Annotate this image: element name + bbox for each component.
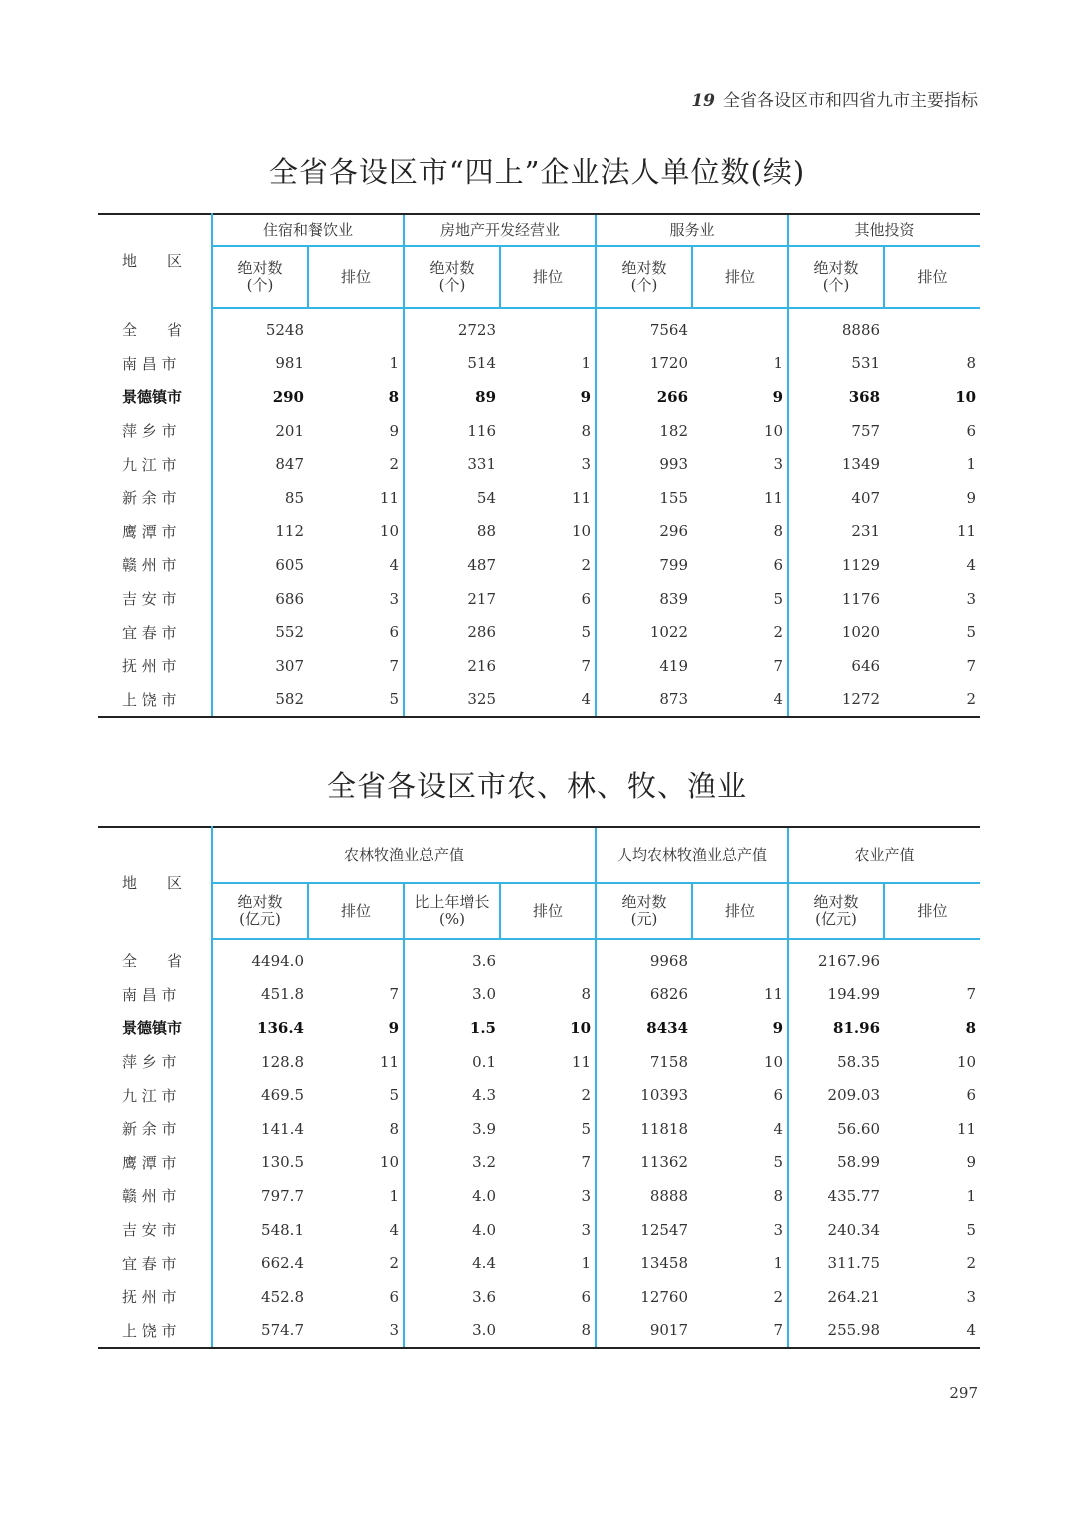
table1-rank-cell: 5 [966, 623, 977, 642]
table1-rank-cell: 6 [581, 589, 592, 608]
table2-row [98, 1011, 980, 1045]
table1-value-cell: 201 [275, 421, 304, 440]
table1-rank-cell: 8 [388, 387, 400, 406]
table2-value-cell: 311.75 [788, 1246, 884, 1280]
table1-region-cell: 抚 州 市 [98, 649, 212, 683]
table2-sub-header: 比上年增长 (%) [404, 883, 500, 939]
table2-value-cell: 58.35 [788, 1045, 884, 1079]
table1-value-cell: 407 [788, 481, 884, 515]
table2-rank-cell: 11 [763, 985, 784, 1004]
table2-rank-cell: 3 [308, 1314, 404, 1349]
table2-value-cell: 9017 [596, 1314, 692, 1349]
table2-value-cell: 13458 [596, 1246, 692, 1280]
table2-value-cell: 548.1 [261, 1220, 304, 1239]
table2-rank-cell: 2 [773, 1287, 784, 1306]
table1-sub-abs: 绝对数 (个) [788, 246, 884, 308]
table2-region-cell: 景德镇市 [98, 1011, 212, 1045]
table2-rank-cell: 2 [581, 1086, 592, 1105]
table1-row [98, 582, 980, 616]
table2-rank-cell: 4 [884, 1314, 980, 1349]
table1-rank-cell: 9 [580, 387, 592, 406]
table1-rank-cell: 11 [956, 522, 977, 541]
table2-value-cell: 3.0 [404, 1314, 500, 1349]
table2-group-header: 农业产值 [788, 827, 980, 883]
table2-sub-header: 绝对数 (亿元) [788, 883, 884, 939]
table2-value-cell: 12760 [596, 1280, 692, 1314]
table1-rank-cell: 6 [773, 555, 784, 574]
table2-value-cell: 58.99 [788, 1146, 884, 1180]
page-number: 297 [949, 1384, 978, 1402]
table1-rank-cell: 10 [955, 387, 977, 406]
table1-rank-cell: 2 [884, 683, 980, 718]
table1-region-cell: 景德镇市 [98, 380, 212, 414]
table2-value-cell: 12547 [596, 1213, 692, 1247]
table2-rank-cell: 7 [581, 1153, 592, 1172]
table1-rank-cell: 9 [966, 488, 977, 507]
table1-value-cell: 7564 [596, 308, 692, 347]
table1-row [98, 548, 980, 582]
table1-rank-cell: 11 [571, 488, 592, 507]
table1-value-cell: 981 [275, 354, 304, 373]
running-header [691, 86, 978, 111]
table1-title: 全省各设区市“四上”企业法人单位数(续) [268, 155, 806, 189]
table2-row [98, 939, 980, 978]
table1-rank-cell: 3 [966, 589, 977, 608]
table1-row [98, 649, 980, 683]
table2-rank-cell: 2 [389, 1254, 399, 1273]
table2-value-cell: 8434 [596, 1011, 692, 1045]
table2-value-cell: 128.8 [261, 1052, 304, 1071]
table1-rank-cell: 2 [773, 623, 784, 642]
table2-value-cell: 11818 [596, 1112, 692, 1146]
table1-value-cell: 1129 [788, 548, 884, 582]
table2-rank-cell: 6 [966, 1086, 977, 1105]
table1-sub-abs: 绝对数 (个) [404, 246, 500, 308]
table1-value-cell: 325 [404, 683, 500, 718]
table2-row [98, 1179, 980, 1213]
table2-sub-header: 排位 [692, 883, 788, 939]
table2-region-cell: 宜 春 市 [98, 1246, 212, 1280]
table2-region-cell: 全 省 [98, 939, 212, 978]
table1-sub-rank: 排位 [884, 246, 980, 308]
table2-value-cell: 141.4 [261, 1119, 304, 1138]
table1-row [98, 481, 980, 515]
table2-rank-cell: 8 [581, 985, 592, 1004]
table2-value-cell: 56.60 [788, 1112, 884, 1146]
table2-value-cell: 209.03 [788, 1078, 884, 1112]
table2-value-cell: 4.0 [404, 1213, 500, 1247]
table2-value-cell: 452.8 [261, 1287, 304, 1306]
table1-value-cell: 290 [272, 387, 304, 406]
table1-region-cell: 宜 春 市 [98, 615, 212, 649]
table2-value-cell: 435.77 [788, 1179, 884, 1213]
table1-value-cell: 847 [275, 455, 304, 474]
table1-region-cell: 萍 乡 市 [98, 414, 212, 448]
table1-rank-cell: 8 [966, 354, 977, 373]
table1-rank-cell: 7 [389, 656, 400, 675]
table2-rank-cell: 6 [389, 1287, 399, 1306]
table1-rank-cell: 5 [308, 683, 404, 718]
table2-value-cell: 136.4 [257, 1018, 304, 1037]
table2-row [98, 1112, 980, 1146]
table1-value-cell: 85 [284, 488, 304, 507]
table1-row [98, 447, 980, 481]
table2-group-header: 人均农林牧渔业总产值 [596, 827, 788, 883]
table1-value-cell: 217 [404, 582, 500, 616]
table1-value-cell: 89 [404, 380, 500, 414]
table2-rank-cell: 10 [570, 1018, 592, 1037]
table2-row [98, 1078, 980, 1112]
table1-rank-cell: 9 [389, 421, 400, 440]
table1-rank-cell: 3 [389, 589, 400, 608]
table2-rank-cell [884, 939, 980, 978]
table2-region-cell: 鹰 潭 市 [98, 1146, 212, 1180]
table2-value-cell: 255.98 [788, 1314, 884, 1349]
table1-region-cell: 全 省 [98, 308, 212, 347]
table1-rank-cell: 1 [389, 354, 400, 373]
table1-rank-cell: 10 [571, 522, 592, 541]
table2-rank-cell: 10 [763, 1052, 784, 1071]
table2-value-cell: 8888 [596, 1179, 692, 1213]
table1-value-cell: 2723 [404, 308, 500, 347]
table1-rank-cell: 3 [581, 455, 592, 474]
table1-value-cell: 54 [404, 481, 500, 515]
table1-row [98, 380, 980, 414]
table2-value-cell: 11362 [596, 1146, 692, 1180]
table1-region-cell: 吉 安 市 [98, 582, 212, 616]
table1-rank-cell: 10 [379, 522, 400, 541]
table2-rank-cell [692, 939, 788, 978]
table1-sub-rank: 排位 [692, 246, 788, 308]
table2-rank-cell: 10 [956, 1052, 977, 1071]
table2-value-cell: 4.4 [404, 1246, 500, 1280]
table1-region-cell: 南 昌 市 [98, 347, 212, 381]
table2-value-cell: 2167.96 [788, 939, 884, 978]
table2-row [98, 1146, 980, 1180]
table1-rank-cell: 2 [389, 455, 400, 474]
table1-value-cell: 993 [596, 447, 692, 481]
table2-rank-cell: 7 [692, 1314, 788, 1349]
table1-rank-cell: 11 [763, 488, 784, 507]
table2-rank-cell: 8 [500, 1314, 596, 1349]
table1-value-cell: 487 [404, 548, 500, 582]
table1-rank-cell: 9 [772, 387, 784, 406]
table1-sub-abs: 绝对数 (个) [212, 246, 308, 308]
table2-region-header: 地 区 [98, 827, 212, 939]
table1-group-header: 住宿和餐饮业 [212, 214, 404, 246]
table2-rank-cell: 5 [966, 1220, 977, 1239]
table2-value-cell: 3.6 [404, 1280, 500, 1314]
table1-rank-cell: 5 [773, 589, 784, 608]
table2-value-cell: 3.6 [404, 939, 500, 978]
table1-rank-cell [308, 308, 404, 347]
table2-rank-cell: 3 [581, 1186, 592, 1205]
table2-rank-cell: 3 [966, 1287, 977, 1306]
table1-region-cell: 上 饶 市 [98, 683, 212, 718]
table2-container [98, 826, 978, 1349]
table2-rank-cell: 1 [581, 1254, 592, 1273]
table2-row [98, 1314, 980, 1349]
table2-rank-cell: 3 [773, 1220, 784, 1239]
table1-rank-cell: 1 [966, 455, 977, 474]
table2-value-cell: 662.4 [261, 1254, 304, 1273]
table2-value-cell: 9968 [596, 939, 692, 978]
table1-value-cell: 873 [596, 683, 692, 718]
table1-rank-cell [884, 308, 980, 347]
table1-region-cell: 九 江 市 [98, 447, 212, 481]
table2-value-cell: 3.2 [404, 1146, 500, 1180]
table1-rank-cell: 10 [763, 421, 784, 440]
table2-value-cell: 3.9 [404, 1112, 500, 1146]
table2-value-cell: 6826 [596, 978, 692, 1012]
table2-region-cell: 九 江 市 [98, 1078, 212, 1112]
chapter-title: 全省各设区市和四省九市主要指标 [723, 91, 978, 111]
table2-title: 全省各设区市农、林、牧、渔业 [326, 769, 747, 803]
table1-value-cell: 1272 [788, 683, 884, 718]
table2-rank-cell: 8 [965, 1018, 977, 1037]
table2-rank-cell: 9 [388, 1018, 399, 1037]
table1-region-cell: 新 余 市 [98, 481, 212, 515]
table2-value-cell: 0.1 [404, 1045, 500, 1079]
table1-rank-cell: 6 [389, 623, 400, 642]
table2-rank-cell [308, 939, 404, 978]
table1-value-cell: 1349 [788, 447, 884, 481]
table1-rank-cell: 2 [581, 555, 592, 574]
table1-rank-cell: 5 [581, 623, 592, 642]
table1-value-cell: 368 [788, 380, 884, 414]
table1-rank-cell: 7 [966, 656, 977, 675]
table2-value-cell: 4494.0 [251, 951, 304, 970]
table1-group-header: 房地产开发经营业 [404, 214, 596, 246]
table1-rank-cell: 7 [773, 656, 784, 675]
table2-rank-cell: 6 [581, 1287, 592, 1306]
table2-value-cell: 194.99 [788, 978, 884, 1012]
table1-value-cell: 88 [404, 515, 500, 549]
table2-value-cell: 4.3 [404, 1078, 500, 1112]
chapter-number: 19 [691, 91, 715, 111]
table1-row [98, 414, 980, 448]
table1-value-cell: 112 [275, 522, 304, 541]
table1-rank-cell: 1 [773, 354, 784, 373]
table2-value-cell: 264.21 [788, 1280, 884, 1314]
table2-rank-cell: 3 [581, 1220, 592, 1239]
table2-region-cell: 新 余 市 [98, 1112, 212, 1146]
table2-region-cell: 上 饶 市 [98, 1314, 212, 1349]
table1-rank-cell: 4 [692, 683, 788, 718]
table1-value-cell: 216 [404, 649, 500, 683]
table2-rank-cell: 7 [389, 985, 399, 1004]
table1-row [98, 515, 980, 549]
table2-rank-cell: 8 [773, 1186, 784, 1205]
table2-rank-cell: 9 [966, 1153, 977, 1172]
table2-group-header: 农林牧渔业总产值 [212, 827, 596, 883]
table2-rank-cell: 11 [379, 1052, 399, 1071]
table1-value-cell: 514 [404, 347, 500, 381]
table1-value-cell: 116 [404, 414, 500, 448]
table1-value-cell: 155 [596, 481, 692, 515]
table2-value-cell: 451.8 [261, 985, 304, 1004]
table1-sub-abs: 绝对数 (个) [596, 246, 692, 308]
table2-region-cell: 抚 州 市 [98, 1280, 212, 1314]
table1-rank-cell: 6 [966, 421, 977, 440]
table1-rank-cell [692, 308, 788, 347]
table1-value-cell: 231 [788, 515, 884, 549]
table2 [98, 826, 980, 1349]
table2-row [98, 1280, 980, 1314]
table1-value-cell: 531 [788, 347, 884, 381]
table1-rank-cell: 11 [379, 488, 400, 507]
table2-value-cell: 3.0 [404, 978, 500, 1012]
table1-value-cell: 8886 [788, 308, 884, 347]
table1-rank-cell: 3 [773, 455, 784, 474]
table2-rank-cell: 2 [966, 1254, 977, 1273]
table1-region-cell: 赣 州 市 [98, 548, 212, 582]
table1-rank-cell: 4 [500, 683, 596, 718]
table1-value-cell: 419 [596, 649, 692, 683]
table2-value-cell: 10393 [596, 1078, 692, 1112]
table1-value-cell: 1022 [596, 615, 692, 649]
table2-rank-cell: 5 [581, 1119, 592, 1138]
table1-value-cell: 331 [404, 447, 500, 481]
table2-rank-cell [500, 939, 596, 978]
table1-value-cell: 5248 [265, 320, 304, 339]
table1-group-header: 其他投资 [788, 214, 980, 246]
table2-value-cell: 81.96 [788, 1011, 884, 1045]
table2-region-cell: 赣 州 市 [98, 1179, 212, 1213]
table2-rank-cell: 9 [772, 1018, 784, 1037]
table2-sub-header: 绝对数 (亿元) [212, 883, 308, 939]
table2-rank-cell: 10 [379, 1153, 399, 1172]
table1-body [98, 308, 980, 717]
table2-rank-cell: 1 [389, 1186, 399, 1205]
table2-rank-cell: 7 [966, 985, 977, 1004]
table1-rank-cell: 8 [581, 421, 592, 440]
table1-value-cell: 605 [275, 555, 304, 574]
table1-row [98, 683, 980, 718]
table1-rank-cell: 1 [581, 354, 592, 373]
table2-region-cell: 吉 安 市 [98, 1213, 212, 1247]
table2-rank-cell: 4 [389, 1220, 399, 1239]
table1-value-cell: 757 [788, 414, 884, 448]
table2-rank-cell: 6 [773, 1086, 784, 1105]
table1-value-cell: 307 [275, 656, 304, 675]
table2-rank-cell: 11 [571, 1052, 592, 1071]
table1-value-cell: 839 [596, 582, 692, 616]
table2-value-cell: 469.5 [261, 1086, 304, 1105]
table2-sub-header: 绝对数 (元) [596, 883, 692, 939]
table1-value-cell: 286 [404, 615, 500, 649]
table2-region-cell: 南 昌 市 [98, 978, 212, 1012]
table2-rank-cell: 1 [773, 1254, 784, 1273]
table2-rank-cell: 8 [389, 1119, 399, 1138]
table2-value-cell: 4.0 [404, 1179, 500, 1213]
table1-value-cell: 552 [275, 623, 304, 642]
table1-rank-cell: 4 [389, 555, 400, 574]
table1-value-cell: 266 [596, 380, 692, 414]
table2-body [98, 939, 980, 1348]
table1-rank-cell [500, 308, 596, 347]
table1-group-header: 服务业 [596, 214, 788, 246]
table1-sub-rank: 排位 [500, 246, 596, 308]
table2-rank-cell: 1 [966, 1186, 977, 1205]
table1-value-cell: 296 [596, 515, 692, 549]
table1-rank-cell: 8 [773, 522, 784, 541]
table2-value-cell: 240.34 [788, 1213, 884, 1247]
table1-region-cell: 鹰 潭 市 [98, 515, 212, 549]
table2-sub-header: 排位 [884, 883, 980, 939]
table2-rank-cell: 4 [773, 1119, 784, 1138]
table1-rank-cell: 4 [966, 555, 977, 574]
table1-value-cell: 686 [275, 589, 304, 608]
table1-value-cell: 1176 [788, 582, 884, 616]
table2-rank-cell: 5 [389, 1086, 399, 1105]
table2-row [98, 1213, 980, 1247]
table1-value-cell: 799 [596, 548, 692, 582]
table1-value-cell: 582 [212, 683, 308, 718]
table2-sub-header: 排位 [500, 883, 596, 939]
table2-value-cell: 1.5 [404, 1011, 500, 1045]
table2-row [98, 1246, 980, 1280]
table1-container [98, 213, 978, 718]
table1-row [98, 347, 980, 381]
table2-value-cell: 797.7 [261, 1186, 304, 1205]
table1-row [98, 615, 980, 649]
table2-rank-cell: 5 [773, 1153, 784, 1172]
table2-region-cell: 萍 乡 市 [98, 1045, 212, 1079]
table2-row [98, 978, 980, 1012]
table2-rank-cell: 11 [956, 1119, 977, 1138]
table1-value-cell: 182 [596, 414, 692, 448]
table1-rank-cell: 7 [581, 656, 592, 675]
table2-value-cell: 130.5 [261, 1153, 304, 1172]
table1 [98, 213, 980, 718]
table1-value-cell: 1020 [788, 615, 884, 649]
table2-value-cell: 7158 [596, 1045, 692, 1079]
table2-value-cell: 574.7 [212, 1314, 308, 1349]
table1-row [98, 308, 980, 347]
table2-sub-header: 排位 [308, 883, 404, 939]
table1-region-header: 地 区 [98, 214, 212, 308]
table1-value-cell: 646 [788, 649, 884, 683]
table1-value-cell: 1720 [596, 347, 692, 381]
table2-row [98, 1045, 980, 1079]
table1-sub-rank: 排位 [308, 246, 404, 308]
